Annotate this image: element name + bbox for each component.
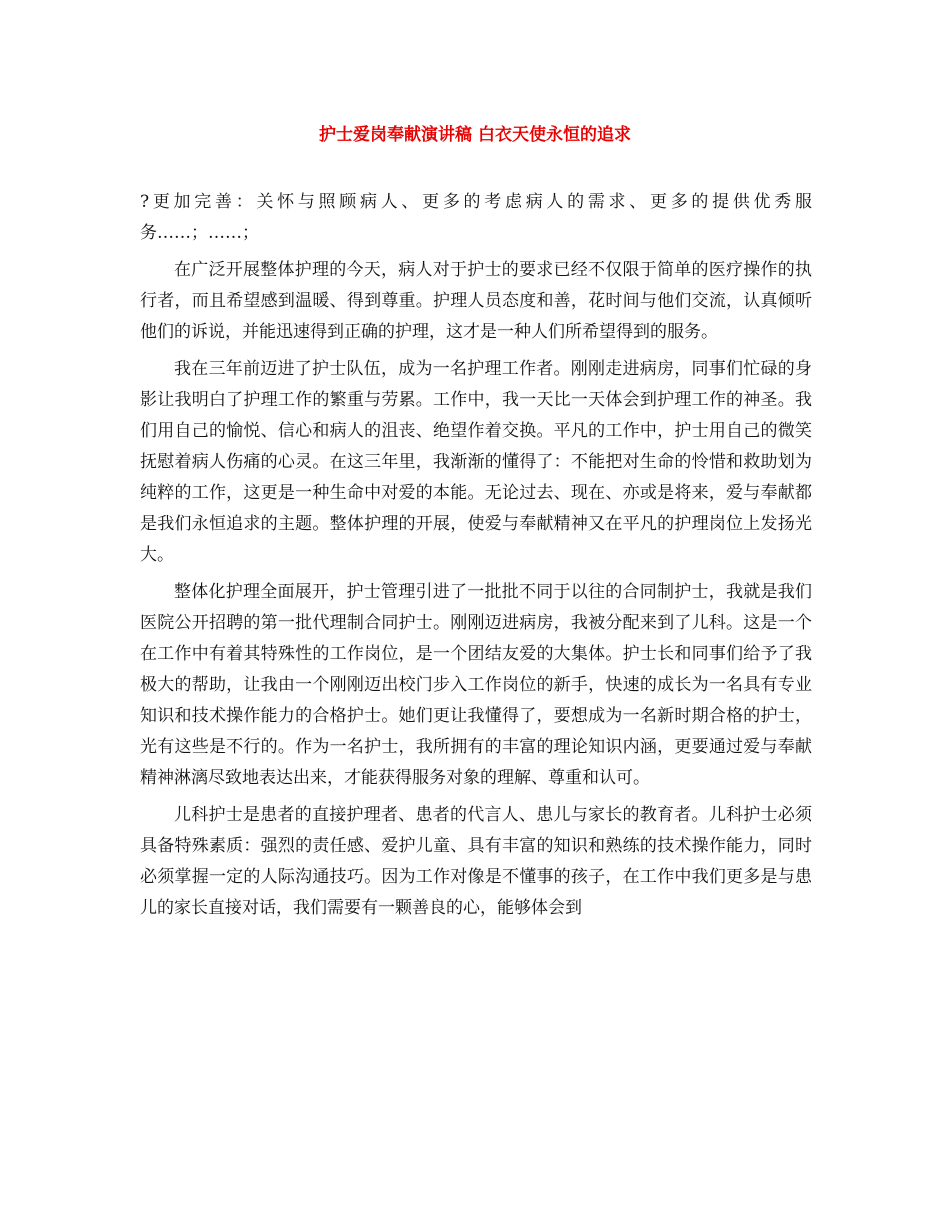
document-title: 护士爱岗奉献演讲稿 白衣天使永恒的追求 bbox=[319, 125, 631, 145]
paragraph-3: 我在三年前迈进了护士队伍，成为一名护理工作者。刚刚走进病房，同事们忙碌的身影让我明白了护理工作的繁重与劳累。工作中，我一天比一天体会到护理工作的神圣。我们用自己的愉悦、信心和病人的沮丧、绝望作着交换。平凡的工作中，护士用自己的微笑抚慰着病人伤痛的心灵。在这三年里，我渐渐的懂得了：不能把对生命的怜惜和救助划为纯粹的工作，这更是一种生命中对爱的本能。无论过去、现在、亦或是将来，爱与奉献都是我们永恒追求的主题。整体护理的开展，使爱与奉献精神又在平凡的护理岗位上发扬光大。 bbox=[140, 359, 812, 565]
document-body bbox=[140, 187, 812, 930]
paragraph-2: 在广泛开展整体护理的今天，病人对于护士的要求已经不仅限于简单的医疗操作的执行者，而且希望感到温暖、得到尊重。护理人员态度和善，花时间与他们交流，认真倾听他们的诉说，并能迅速得到正确的护理，这才是一种人们所希望得到的服务。 bbox=[140, 260, 812, 342]
paragraph-1: ?更加完善：关怀与照顾病人、更多的考虑病人的需求、更多的提供优秀服务……；……； bbox=[140, 192, 812, 243]
paragraph-5: 儿科护士是患者的直接护理者、患者的代言人、患儿与家长的教育者。儿科护士必须具备特殊素质：强烈的责任感、爱护儿童、具有丰富的知识和熟练的技术操作能力，同时必须掌握一定的人际沟通技巧。因为工作对像是不懂事的孩子，在工作中我们更多是与患儿的家长直接对话，我们需要有一颗善良的心，能够体会到 bbox=[140, 805, 812, 918]
paragraph-4: 整体化护理全面展开，护士管理引进了一批批不同于以往的合同制护士，我就是我们医院公开招聘的第一批代理制合同护士。刚刚迈进病房，我被分配来到了儿科。这是一个在工作中有着其特殊性的工作岗位，是一个团结友爱的大集体。护士长和同事们给予了我极大的帮助，让我由一个刚刚迈出校门步入工作岗位的新手，快速的成长为一名具有专业知识和技术操作能力的合格护士。她们更让我懂得了，要想成为一名新时期合格的护士，光有这些是不行的。作为一名护士，我所拥有的丰富的理论知识内涵，更要通过爱与奉献精神淋漓尽致地表达出来，才能获得服务对象的理解、尊重和认可。 bbox=[140, 582, 812, 788]
